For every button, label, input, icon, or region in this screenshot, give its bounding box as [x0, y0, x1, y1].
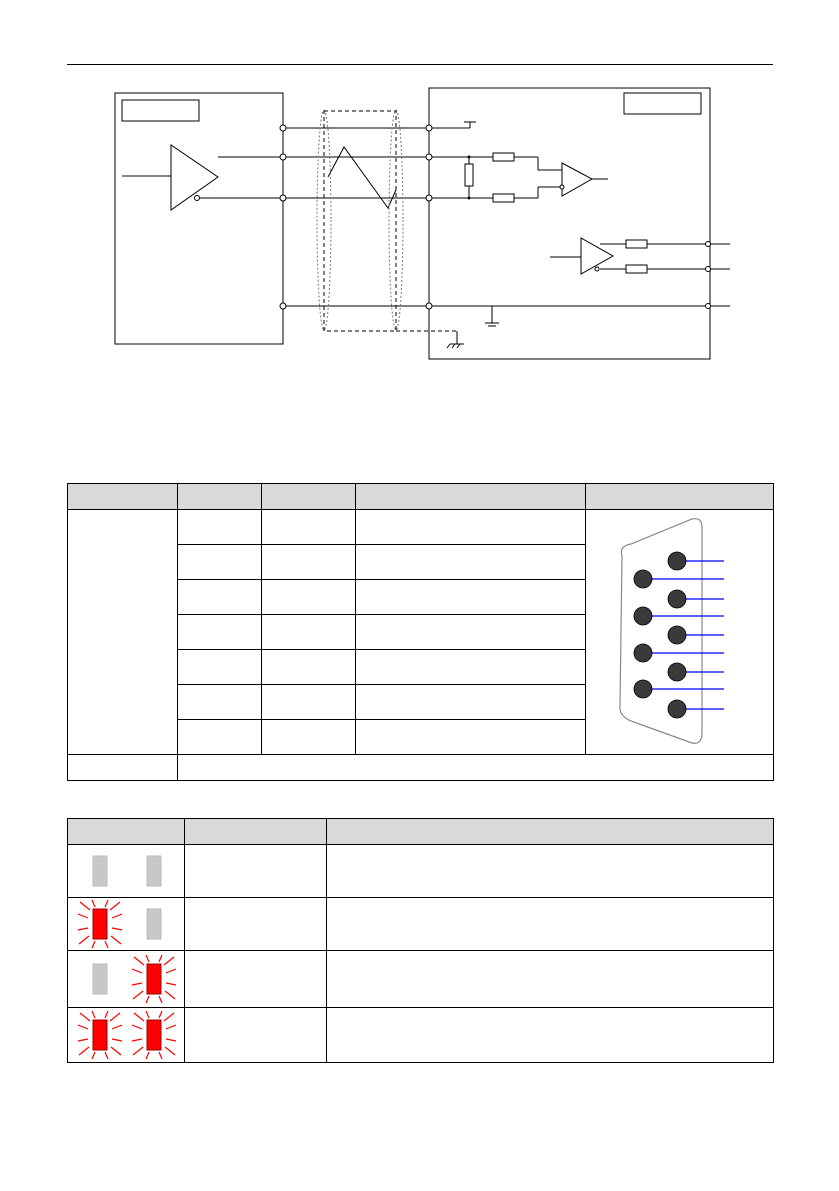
header-cell	[327, 819, 774, 845]
led-pair-icon	[68, 951, 185, 1007]
table-cell	[185, 898, 327, 951]
wiring-diagram	[100, 80, 740, 370]
pin-4	[634, 607, 652, 625]
pin-5	[668, 626, 686, 644]
table-header-row	[68, 819, 774, 845]
pin-6	[634, 644, 652, 662]
table-cell	[178, 615, 262, 650]
led-state-cell	[68, 951, 185, 1008]
table-cell	[185, 845, 327, 898]
table-cell	[178, 580, 262, 615]
led-row	[68, 898, 774, 951]
led-2-on-icon	[132, 1011, 176, 1059]
header-cell	[68, 484, 178, 510]
header-cell	[262, 484, 356, 510]
table-cell	[327, 1008, 774, 1063]
led-pair-icon	[68, 1008, 185, 1062]
led-state-cell	[68, 898, 185, 951]
table-cell	[327, 898, 774, 951]
table-cell	[327, 845, 774, 898]
led-row	[68, 951, 774, 1008]
footer-value-cell	[178, 755, 774, 781]
led-state-cell	[68, 845, 185, 898]
header-cell	[178, 484, 262, 510]
led-row	[68, 845, 774, 898]
led-1-off-icon	[93, 856, 107, 886]
table-cell	[327, 951, 774, 1008]
shield-dashed-box	[324, 111, 396, 331]
connector-image-cell	[586, 510, 774, 755]
db9-connector-diagram	[586, 511, 772, 751]
table-cell	[262, 720, 356, 755]
pin-1	[668, 552, 686, 570]
table-cell	[178, 650, 262, 685]
table-cell	[185, 1008, 327, 1063]
table-header-row	[68, 484, 774, 510]
header-cell	[68, 819, 185, 845]
table-cell	[262, 580, 356, 615]
table-cell	[178, 685, 262, 720]
right-device-box	[429, 88, 710, 359]
left-device-label-box	[122, 100, 199, 121]
pin-9	[668, 700, 686, 718]
led-1-on-icon	[78, 900, 122, 948]
header-cell	[185, 819, 327, 845]
table-cell	[262, 650, 356, 685]
driver-triangle	[171, 145, 218, 210]
led-state-cell	[68, 1008, 185, 1063]
table-cell	[178, 510, 262, 545]
pin-8	[634, 680, 652, 698]
table-row	[68, 510, 774, 545]
header-cell	[356, 484, 586, 510]
table-cell	[185, 951, 327, 1008]
right-device-label-box	[624, 93, 701, 114]
header-rule	[67, 64, 773, 65]
shield-ellipse-right	[389, 110, 403, 330]
led-pair-icon	[68, 845, 185, 897]
header-cell	[586, 484, 774, 510]
group-label-cell	[68, 510, 178, 755]
table-cell	[356, 685, 586, 720]
led-indicator-table	[67, 818, 774, 1063]
led-row	[68, 1008, 774, 1063]
led-2-off-icon	[147, 856, 161, 886]
led-2-off-icon	[147, 909, 161, 939]
table-cell	[356, 720, 586, 755]
pin-2	[634, 570, 652, 588]
pin-7	[668, 663, 686, 681]
table-cell	[356, 615, 586, 650]
table-cell	[262, 615, 356, 650]
left-device-box	[115, 93, 283, 344]
table-cell	[178, 545, 262, 580]
table-cell	[356, 650, 586, 685]
table-cell	[262, 545, 356, 580]
led-pair-icon	[68, 898, 185, 950]
table-cell	[262, 510, 356, 545]
table-cell	[356, 510, 586, 545]
receiver-triangle	[562, 163, 592, 196]
led-2-on-icon	[132, 955, 176, 1003]
table-cell	[178, 720, 262, 755]
shield-ellipse-left	[317, 110, 331, 330]
pin-3	[668, 590, 686, 608]
table-cell	[356, 580, 586, 615]
led-1-on-icon	[78, 1011, 122, 1059]
led-1-off-icon	[93, 964, 107, 994]
pin-definition-table	[67, 483, 774, 781]
table-cell	[262, 685, 356, 720]
table-footer-row	[68, 755, 774, 781]
table-cell	[356, 545, 586, 580]
footer-label-cell	[68, 755, 178, 781]
